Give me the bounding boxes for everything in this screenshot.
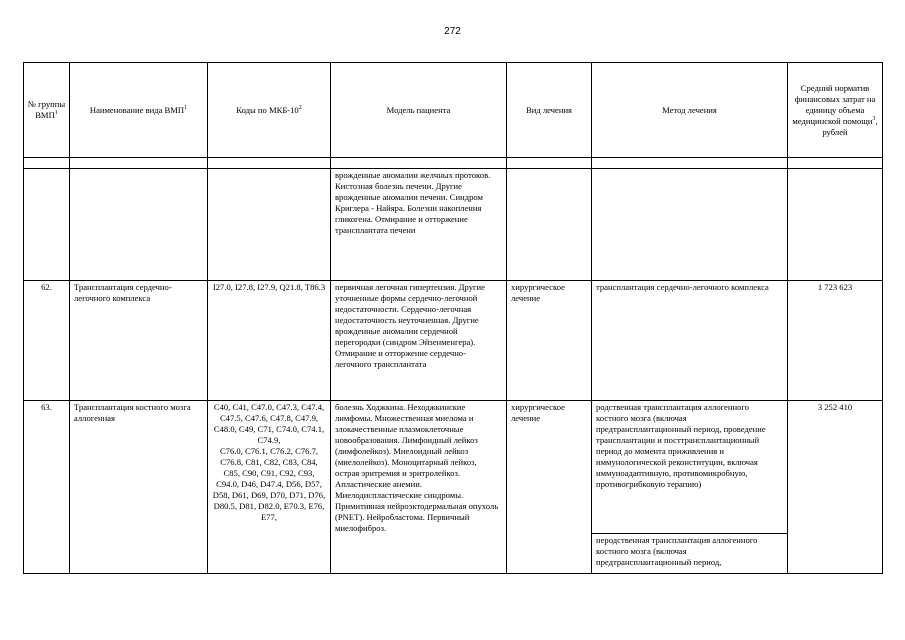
row-method: трансплантация сердечно-легочного комплекса [592, 281, 788, 401]
row-name: Трансплантация сердечно-легочного комплекса [70, 281, 208, 401]
row-method [592, 401, 788, 574]
row-codes [208, 401, 331, 574]
row-method [592, 169, 788, 281]
header-cost: Средний норматив финансовых затрат на единицу объема медицинской помощи$^3$, рублей [788, 63, 883, 158]
header-name: Наименование вида ВМП$^1$ [70, 63, 208, 158]
codes-line-2: C76.0, C76.1, C76.2, C76.7, C76.8, C81, C82, C83, C84, C85, C90, C91, C92, C93, C94.0, D46, D47.4, D56, D57, D58, D61, D69, D70, D71, D76, D80.5, D81, D82.0, E70.3, E76, E77, [212, 446, 326, 522]
table-row [24, 401, 883, 574]
row-model: первичная легочная гипертензия. Другие уточненные формы сердечно-легочной недостаточности. Сердечно-легочная недостаточность неуточненная. Другие врожденные аномалии сердечной перегородки (синдром Эйзенменгера). Отмирание и отторжение сердечно-легочного трансплантата [331, 281, 507, 401]
codes-line-1: C40, C41, C47.0, C47.3, C47.4, C47.5, C47.6, C47.8, C47.9, C48.0, C49, C71, C74.0, C74.1, C74.9, [213, 402, 325, 445]
row-codes: I27.0, I27.8, I27.9, Q21.8, T86.3 [208, 281, 331, 401]
header-codes: Коды по МКБ-$10^2$ [208, 63, 331, 158]
spacer-row [24, 158, 883, 169]
row-type: хирургическое лечение [507, 401, 592, 574]
row-number: 63. [24, 401, 70, 574]
row-name [70, 169, 208, 281]
header-method: Метод лечения [592, 63, 788, 158]
row-cost: 1 723 623 [788, 281, 883, 401]
page-number: 272 [444, 26, 461, 37]
header-type: Вид лечения [507, 63, 592, 158]
row-name: Трансплантация костного мозга аллогенная [70, 401, 208, 574]
row-codes [208, 169, 331, 281]
row-cost: 3 252 410 [788, 401, 883, 574]
row-number: 62. [24, 281, 70, 401]
row-number [24, 169, 70, 281]
table-row [24, 281, 883, 401]
table-header-row [24, 63, 883, 158]
vmp-table [23, 62, 883, 574]
row-type: хирургическое лечение [507, 281, 592, 401]
row-cost [788, 169, 883, 281]
method-related-transplant: родственная трансплантация аллогенного костного мозга (включая предтрансплантационный период, проведение трансплантации и посттрансплантационный период до момента приживления и иммунологической реконституции, включая иммуноадаптивную, противомикробную, противогрибковую терапию) [592, 401, 787, 534]
method-unrelated-transplant: неродственная трансплантация аллогенного костного мозга (включая предтрансплантационный период, [596, 535, 758, 567]
row-model: болезнь Ходжкина. Неходжкинские лимфомы. Множественная миелома и злокачественные плазмоклеточные новообразования. Лимфоидный лейкоз (лимфолейкоз). Миелоидный лейкоз (миелолейкоз). Моноцитарный лейкоз, острая эритремия и эритролейкоз. Апластические анемии. Миелодиспластические синдромы. Примитивная нейроэктодермальная опухоль (PNET). Нейробластома. Первичный миелофиброз. [331, 401, 507, 574]
row-type [507, 169, 592, 281]
row-model: врожденные аномалии желчных протоков. Кистозная болезнь печени. Другие врожденные аномалии печени. Синдром Криглера - Найяра. Болезни накопления гликогена. Отмирание и отторжение трансплантата печени [331, 169, 507, 281]
header-model: Модель пациента [331, 63, 507, 158]
header-group-number: № группы ВМП$^1$ [24, 63, 70, 158]
table-row [24, 169, 883, 281]
